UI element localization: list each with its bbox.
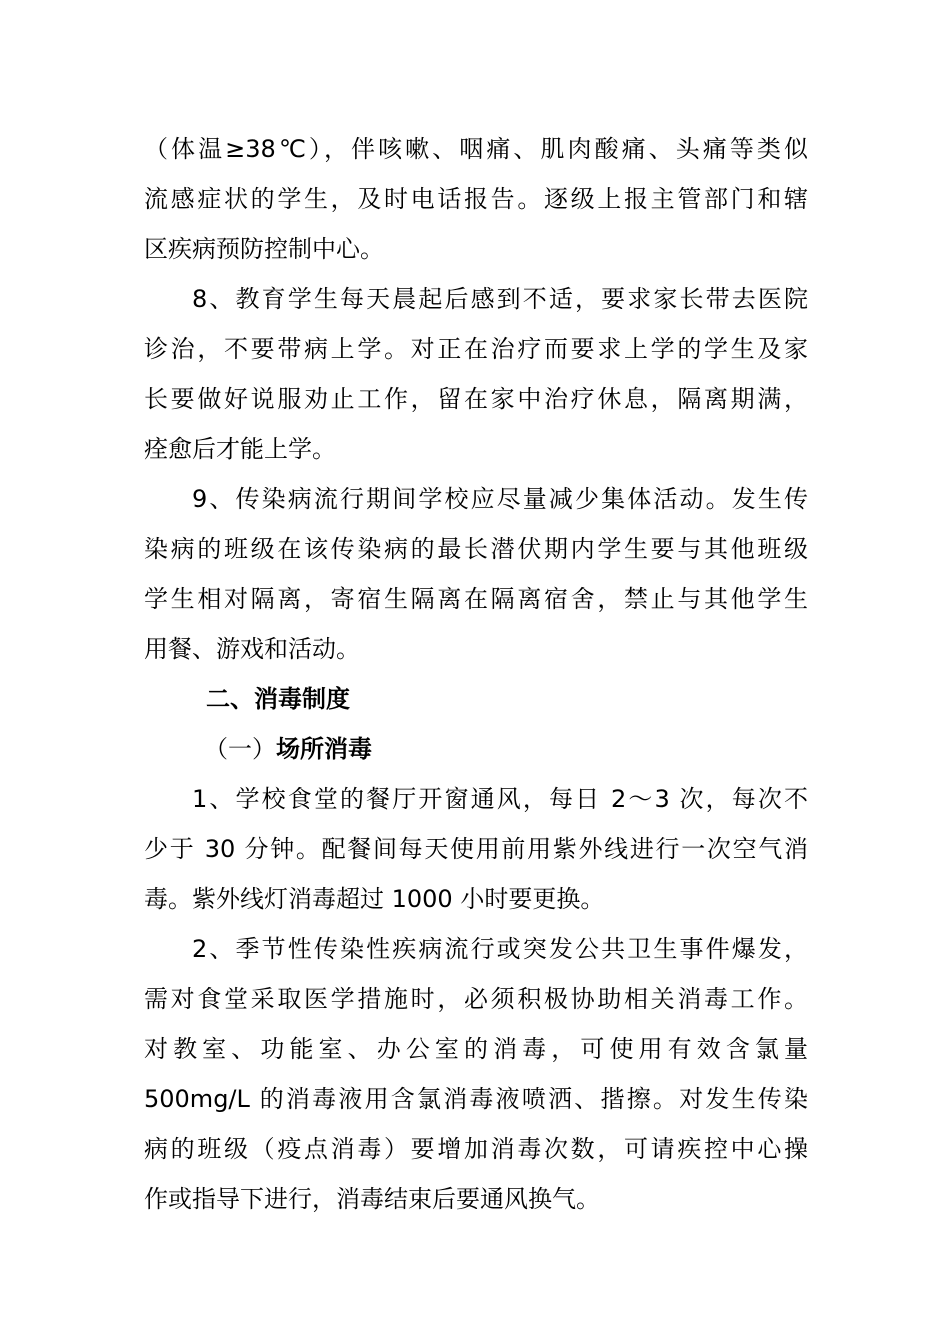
section-heading: 二、消毒制度 — [206, 685, 350, 713]
text-line: 作或指导下进行，消毒结束后要通风换气。 — [144, 1185, 600, 1213]
paragraph-item-2 — [144, 924, 808, 1224]
text-line: 毒。紫外线灯消毒超过 1000 小时要更换。 — [144, 885, 605, 913]
document-page — [144, 124, 808, 1224]
text-line: 少于 30 分钟。配餐间每天使用前用紫外线进行一次空气消 — [144, 835, 808, 863]
text-line: 用餐、游戏和活动。 — [144, 635, 360, 663]
text-line: 学生相对隔离，寄宿生隔离在隔离宿舍，禁止与其他学生 — [144, 585, 808, 613]
text-line: （体温≥38℃），伴咳嗽、咽痛、肌肉酸痛、头痛等类似 — [144, 135, 808, 163]
text-line: 8、教育学生每天晨起后感到不适，要求家长带去医院 — [192, 285, 808, 313]
text-line: 长要做好说服劝止工作，留在家中治疗休息，隔离期满， — [144, 385, 808, 413]
text-line: 痊愈后才能上学。 — [144, 435, 336, 463]
text-line: 500mg/L 的消毒液用含氯消毒液喷洒、揩擦。对发生传染 — [144, 1085, 808, 1113]
text-line: 对教室、功能室、办公室的消毒，可使用有效含氯量 — [144, 1035, 808, 1063]
text-line: 2、季节性传染性疾病流行或突发公共卫生事件爆发， — [192, 935, 808, 963]
text-line: 区疾病预防控制中心。 — [144, 235, 384, 263]
text-line: 9、传染病流行期间学校应尽量减少集体活动。发生传 — [192, 485, 808, 513]
paragraph-intro-continuation — [144, 124, 808, 274]
paragraph-item-9 — [144, 474, 808, 674]
text-line: 1、学校食堂的餐厅开窗通风，每日 2～3 次，每次不 — [192, 785, 808, 813]
text-line: 需对食堂采取医学措施时，必须积极协助相关消毒工作。 — [144, 985, 808, 1013]
subsection-heading — [144, 724, 808, 774]
text-line: 流感症状的学生，及时电话报告。逐级上报主管部门和辖 — [144, 185, 808, 213]
text-line: 染病的班级在该传染病的最长潜伏期内学生要与其他班级 — [144, 535, 808, 563]
text-line: 病的班级（疫点消毒）要增加消毒次数，可请疾控中心操 — [144, 1135, 808, 1163]
subsection-title: 场所消毒 — [276, 735, 372, 763]
text-line: 诊治，不要带病上学。对正在治疗而要求上学的学生及家 — [144, 335, 808, 363]
paragraph-item-1 — [144, 774, 808, 924]
paragraph-item-8 — [144, 274, 808, 474]
subsection-number: （一） — [204, 735, 276, 763]
